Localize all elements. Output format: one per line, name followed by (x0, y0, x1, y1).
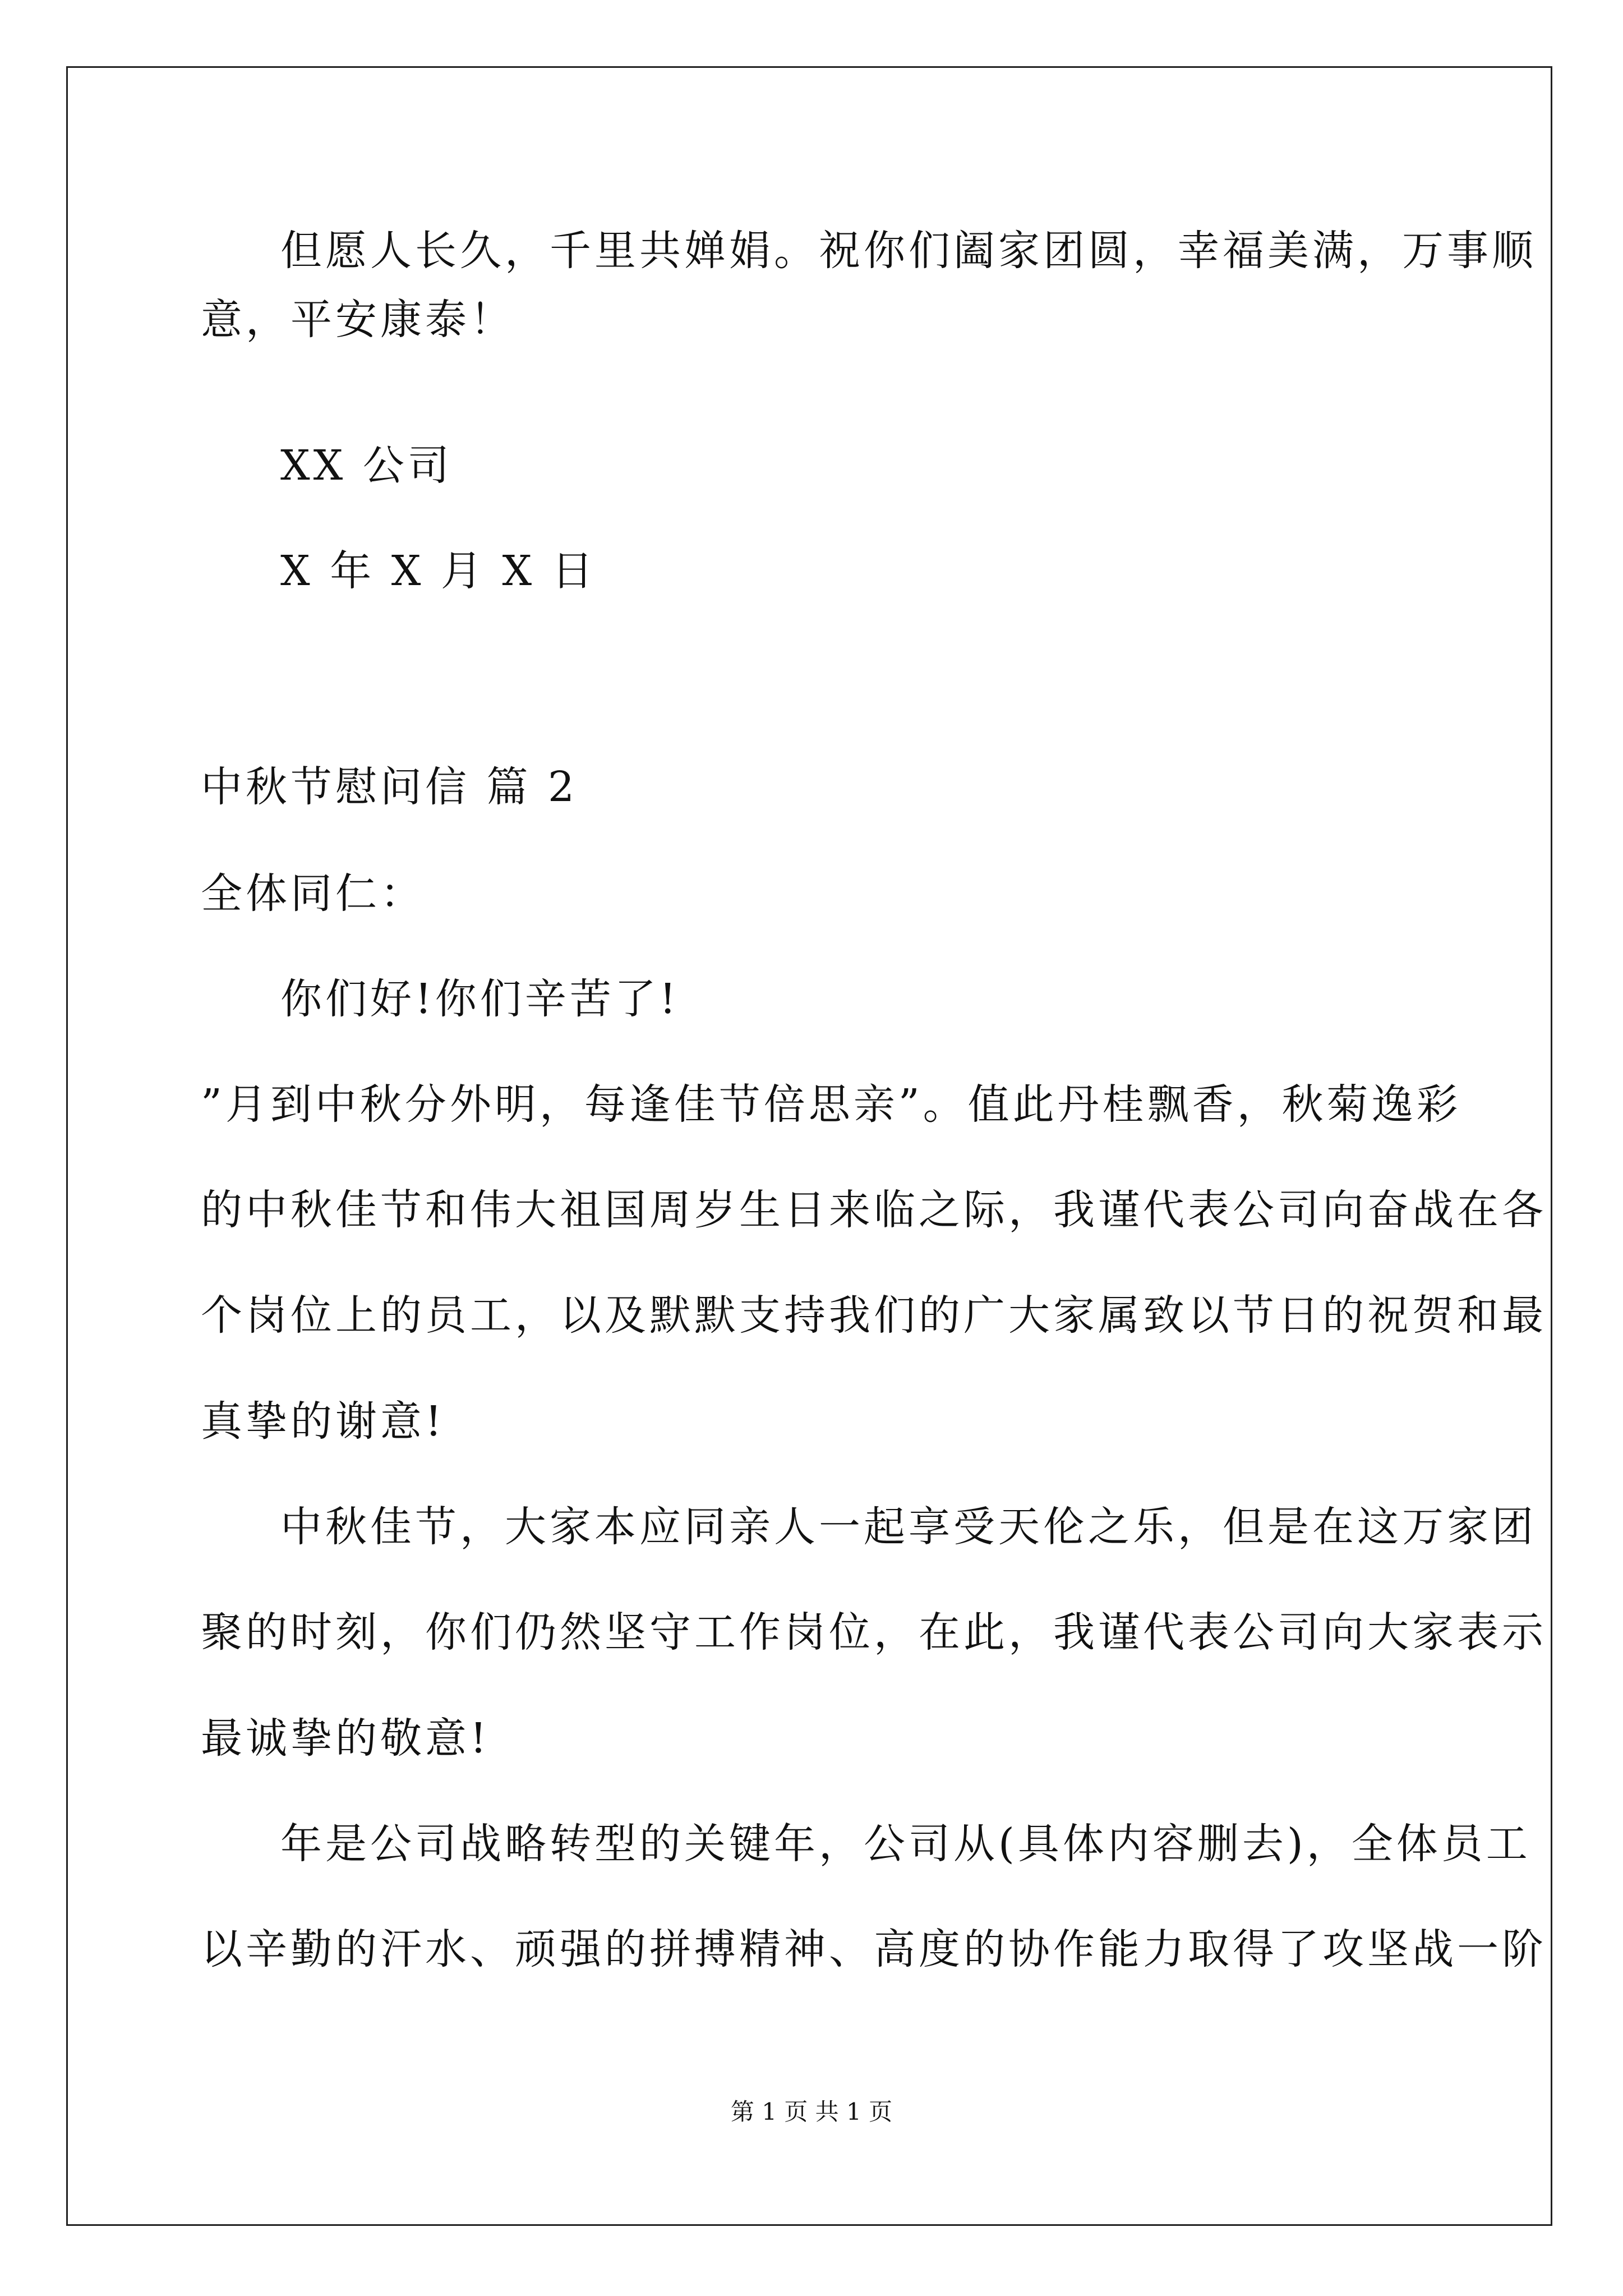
paragraph-line: 以辛勤的汗水、顽强的拼搏精神、高度的协作能力取得了攻坚战一阶 (201, 1925, 1547, 1973)
page-footer: 第 1 页 共 1 页 (730, 2098, 893, 2125)
date-signature: X 年 X 月 X 日 (280, 547, 597, 595)
paragraph-line: 个岗位上的员工，以及默默支持我们的广大家属致以节日的祝贺和最 (201, 1291, 1547, 1340)
paragraph-line: 最诚挚的敬意! (201, 1714, 490, 1763)
greeting-line: 你们好!你们辛苦了! (280, 975, 680, 1023)
paragraph-line: ”月到中秋分外明，每逢佳节倍思亲”。值此丹桂飘香，秋菊逸彩 (201, 1080, 1461, 1129)
company-signature: XX 公司 (280, 441, 453, 490)
paragraph-line: 但愿人长久，千里共婵娟。祝你们阖家团圆，幸福美满，万事顺 (280, 227, 1537, 275)
page-border (66, 66, 1552, 2226)
paragraph-line: 意，平安康泰！ (201, 296, 515, 344)
section-title: 中秋节慰问信 篇 2 (201, 763, 578, 811)
paragraph-line: 聚的时刻，你们仍然坚守工作岗位，在此，我谨代表公司向大家表示 (201, 1608, 1547, 1657)
paragraph-line: 的中秋佳节和伟大祖国周岁生日来临之际，我谨代表公司向奋战在各 (201, 1186, 1547, 1234)
paragraph-line: 中秋佳节，大家本应同亲人一起享受天伦之乐，但是在这万家团 (280, 1503, 1537, 1551)
salutation: 全体同仁： (201, 869, 425, 918)
paragraph-line: 真挚的谢意! (201, 1397, 445, 1446)
paragraph-line: 年是公司战略转型的关键年，公司从(具体内容删去)，全体员工 (280, 1820, 1531, 1868)
